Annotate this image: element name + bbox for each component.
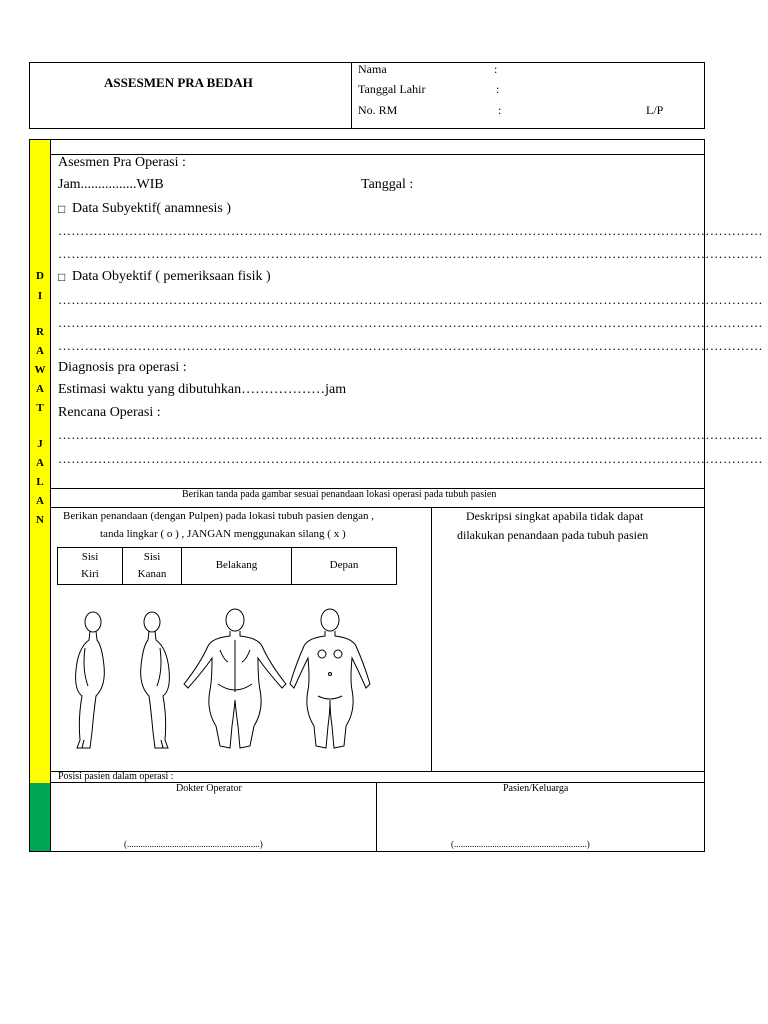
subyektif-checkbox[interactable]: □ — [58, 202, 66, 216]
body-back-figure — [184, 609, 286, 748]
side-divider — [50, 139, 51, 852]
side-letter: R — [36, 326, 44, 338]
obyektif-label: Data Obyektif ( pemeriksaan fisik ) — [72, 269, 271, 284]
body-right-side-figure — [141, 612, 170, 748]
side-letter: A — [36, 495, 44, 507]
obyektif-checkbox[interactable]: □ — [58, 270, 66, 284]
side-letter: L — [36, 476, 44, 488]
gender-label: L/P — [646, 103, 664, 117]
side-letter: A — [36, 457, 44, 469]
col-sisi-kanan: Sisi Kanan — [122, 547, 182, 585]
posisi-label: Posisi pasien dalam operasi : — [58, 771, 174, 782]
subyektif-line-2[interactable]: …………………………………………………………………………………………………………………………………………… — [58, 246, 763, 261]
marking-instruction-2: tanda lingkar ( o ) , JANGAN menggunakan silang ( x ) — [100, 528, 346, 540]
form-title: ASSESMEN PRA BEDAH — [104, 75, 253, 90]
nama-colon: : — [494, 62, 498, 76]
no-rm-label: No. RM — [358, 103, 398, 117]
nama-label: Nama — [358, 62, 387, 76]
side-letter: W — [34, 364, 46, 376]
tanggal-field[interactable]: Tanggal : — [361, 177, 414, 192]
marking-instruction: Berikan tanda pada gambar sesuai penandaan lokasi operasi pada tubuh pasien — [182, 489, 497, 500]
rencana-line-1[interactable]: …………………………………………………………………………………………………………………………………………… — [58, 427, 763, 442]
description-line-2: dilakukan penandaan pada tubuh pasien — [457, 528, 649, 542]
col-belakang: Belakang — [181, 547, 292, 585]
subyektif-label: Data Subyektif( anamnesis ) — [72, 201, 232, 216]
body-front-figure — [290, 609, 370, 748]
rencana-label: Rencana Operasi : — [58, 405, 161, 420]
marking-line-2 — [50, 507, 705, 508]
side-letter: N — [36, 514, 44, 526]
marking-divider — [431, 507, 432, 771]
signature-top-line — [50, 782, 705, 783]
header-divider — [351, 62, 352, 129]
asesmen-heading: Asesmen Pra Operasi : — [58, 155, 186, 170]
subyektif-line-1[interactable]: …………………………………………………………………………………………………………………………………………… — [58, 223, 763, 238]
side-letter: A — [36, 383, 44, 395]
obyektif-line-2[interactable]: …………………………………………………………………………………………………………………………………………… — [58, 315, 763, 330]
obyektif-line-3[interactable]: …………………………………………………………………………………………………………………………………………… — [58, 338, 763, 353]
estimasi-field[interactable]: Estimasi waktu yang dibutuhkan………………jam — [58, 382, 347, 397]
obyektif-line-1[interactable]: …………………………………………………………………………………………………………………………………………… — [58, 292, 763, 307]
rencana-line-2[interactable]: …………………………………………………………………………………………………………………………………………… — [58, 451, 763, 466]
jam-field[interactable]: Jam................WIB — [58, 177, 164, 192]
col-depan: Depan — [291, 547, 397, 585]
dokter-signature-field[interactable]: (...........................................................) — [124, 839, 263, 849]
body-diagram[interactable] — [60, 600, 390, 760]
side-letter: I — [37, 290, 43, 302]
pasien-signature-field[interactable]: (...........................................................) — [451, 839, 590, 849]
tanggal-lahir-label: Tanggal Lahir — [358, 82, 426, 96]
body-left-side-figure — [76, 612, 105, 748]
tanggal-lahir-colon: : — [496, 82, 500, 96]
pasien-keluarga-label: Pasien/Keluarga — [503, 783, 569, 794]
no-rm-colon: : — [498, 103, 502, 117]
description-line-1: Deskripsi singkat apabila tidak dapat — [466, 509, 644, 523]
col-sisi-kiri: Sisi Kiri — [57, 547, 123, 585]
dokter-operator-label: Dokter Operator — [176, 783, 242, 794]
side-letter: A — [36, 345, 44, 357]
side-letter: D — [36, 270, 44, 282]
side-letter: J — [37, 438, 43, 450]
side-letter: T — [36, 402, 44, 414]
marking-instruction-1: Berikan penandaan (dengan Pulpen) pada lokasi tubuh pasien dengan , — [63, 510, 374, 522]
diagnosis-field[interactable]: Diagnosis pra operasi : — [58, 360, 187, 375]
green-side-strip — [30, 783, 50, 851]
signature-divider — [376, 782, 377, 852]
